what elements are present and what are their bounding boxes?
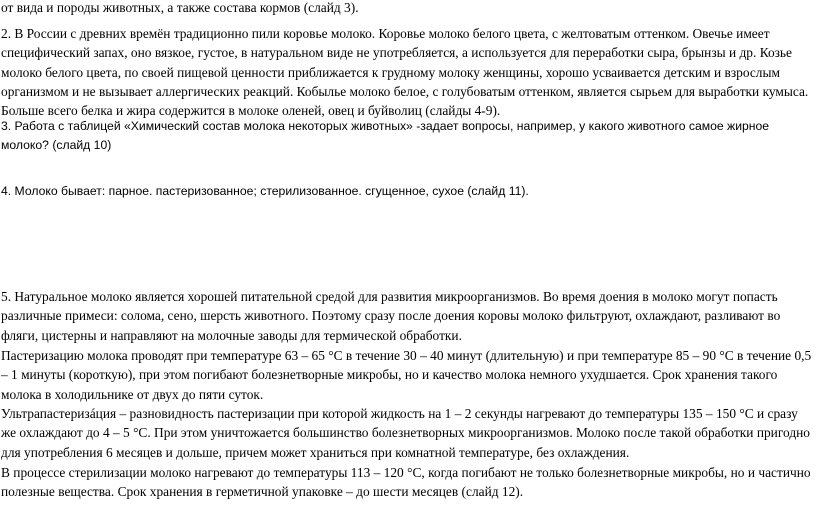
- paragraph-3-table-work: 3. Работа с таблицей «Химический состав молока некоторых животных» -задает вопросы, например, у какого животного самое жирное молоко? (слайд 10): [1, 119, 770, 153]
- paragraph-4-milk-kinds: 4. Молоко бывает: парное. пастеризованное; стерилизованное. сгущенное, сухое (слайд 11).: [1, 184, 529, 198]
- paragraph-2-milk-types: 2. В России с древних времён традиционно пили коровье молоко. Коровье молоко белого цвета, с желтоватым оттенком. Овечье имеет специфический запах, оно вязкое, густое, в натуральном виде не употребляется, а используется для переработки сыра, брынзы и др. Козье молоко белого цвета, по своей пищевой ценности приближается к грудному молоку женщины, хорошо усваивается детским и взрослым организмом и не вызывает аллергических реакций. Кобылье молоко белое, с голубоватым оттенком, является сырьем для выработки кумыса. Больше всего белка и жира содержится в молоке оленей, овец и буйволиц (слайды 4-9).: [1, 26, 809, 119]
- paragraph-5-natural-milk: 5. Натуральное молоко является хорошей питательной средой для развития микроорганизмов. Во время доения в молоко могут попасть различные примеси: солома, сено, шерсть животного. Поэтому сразу после доения коровы молоко фильтруют, охлаждают, разливают во фляги, цистерны и направляют на молочные заводы для термической обработки.: [1, 289, 781, 343]
- paragraph-pasteurization: Пастеризацию молока проводят при температуре 63 – 65 °С в течение 30 – 40 минут (длительную) и при температуре 85 – 90 °С в течение 0,5 – 1 минуты (короткую), при этом погибают болезнетворные микробы, но и качество молока немного ухудшается. Срок хранения такого молока в холодильнике от двух до пяти суток.: [1, 348, 812, 402]
- paragraph-intro: от вида и породы животных, а также состава кормов (слайд 3).: [1, 0, 359, 15]
- paragraph-sterilization: В процессе стерилизации молоко нагревают до температуры 113 – 120 °С, когда погибают не только болезнетворные микробы, но и частично полезные вещества. Срок хранения в герметичной упаковке – до шести месяцев (слайд 12).: [1, 465, 811, 500]
- paragraph-ultrapasteurization: Ультрапастеризáция – разновидность пастеризации при которой жидкость на 1 – 2 секунды нагревают до температуры 135 – 150 °C и сразу же охлаждают до 4 – 5 °C. При этом уничтожается большинство болезнетворных микроорганизмов. Молоко после такой обработки пригодно для употребления 6 месяцев и дольше, причем может храниться при комнатной температуре, без охлаждения.: [1, 406, 810, 460]
